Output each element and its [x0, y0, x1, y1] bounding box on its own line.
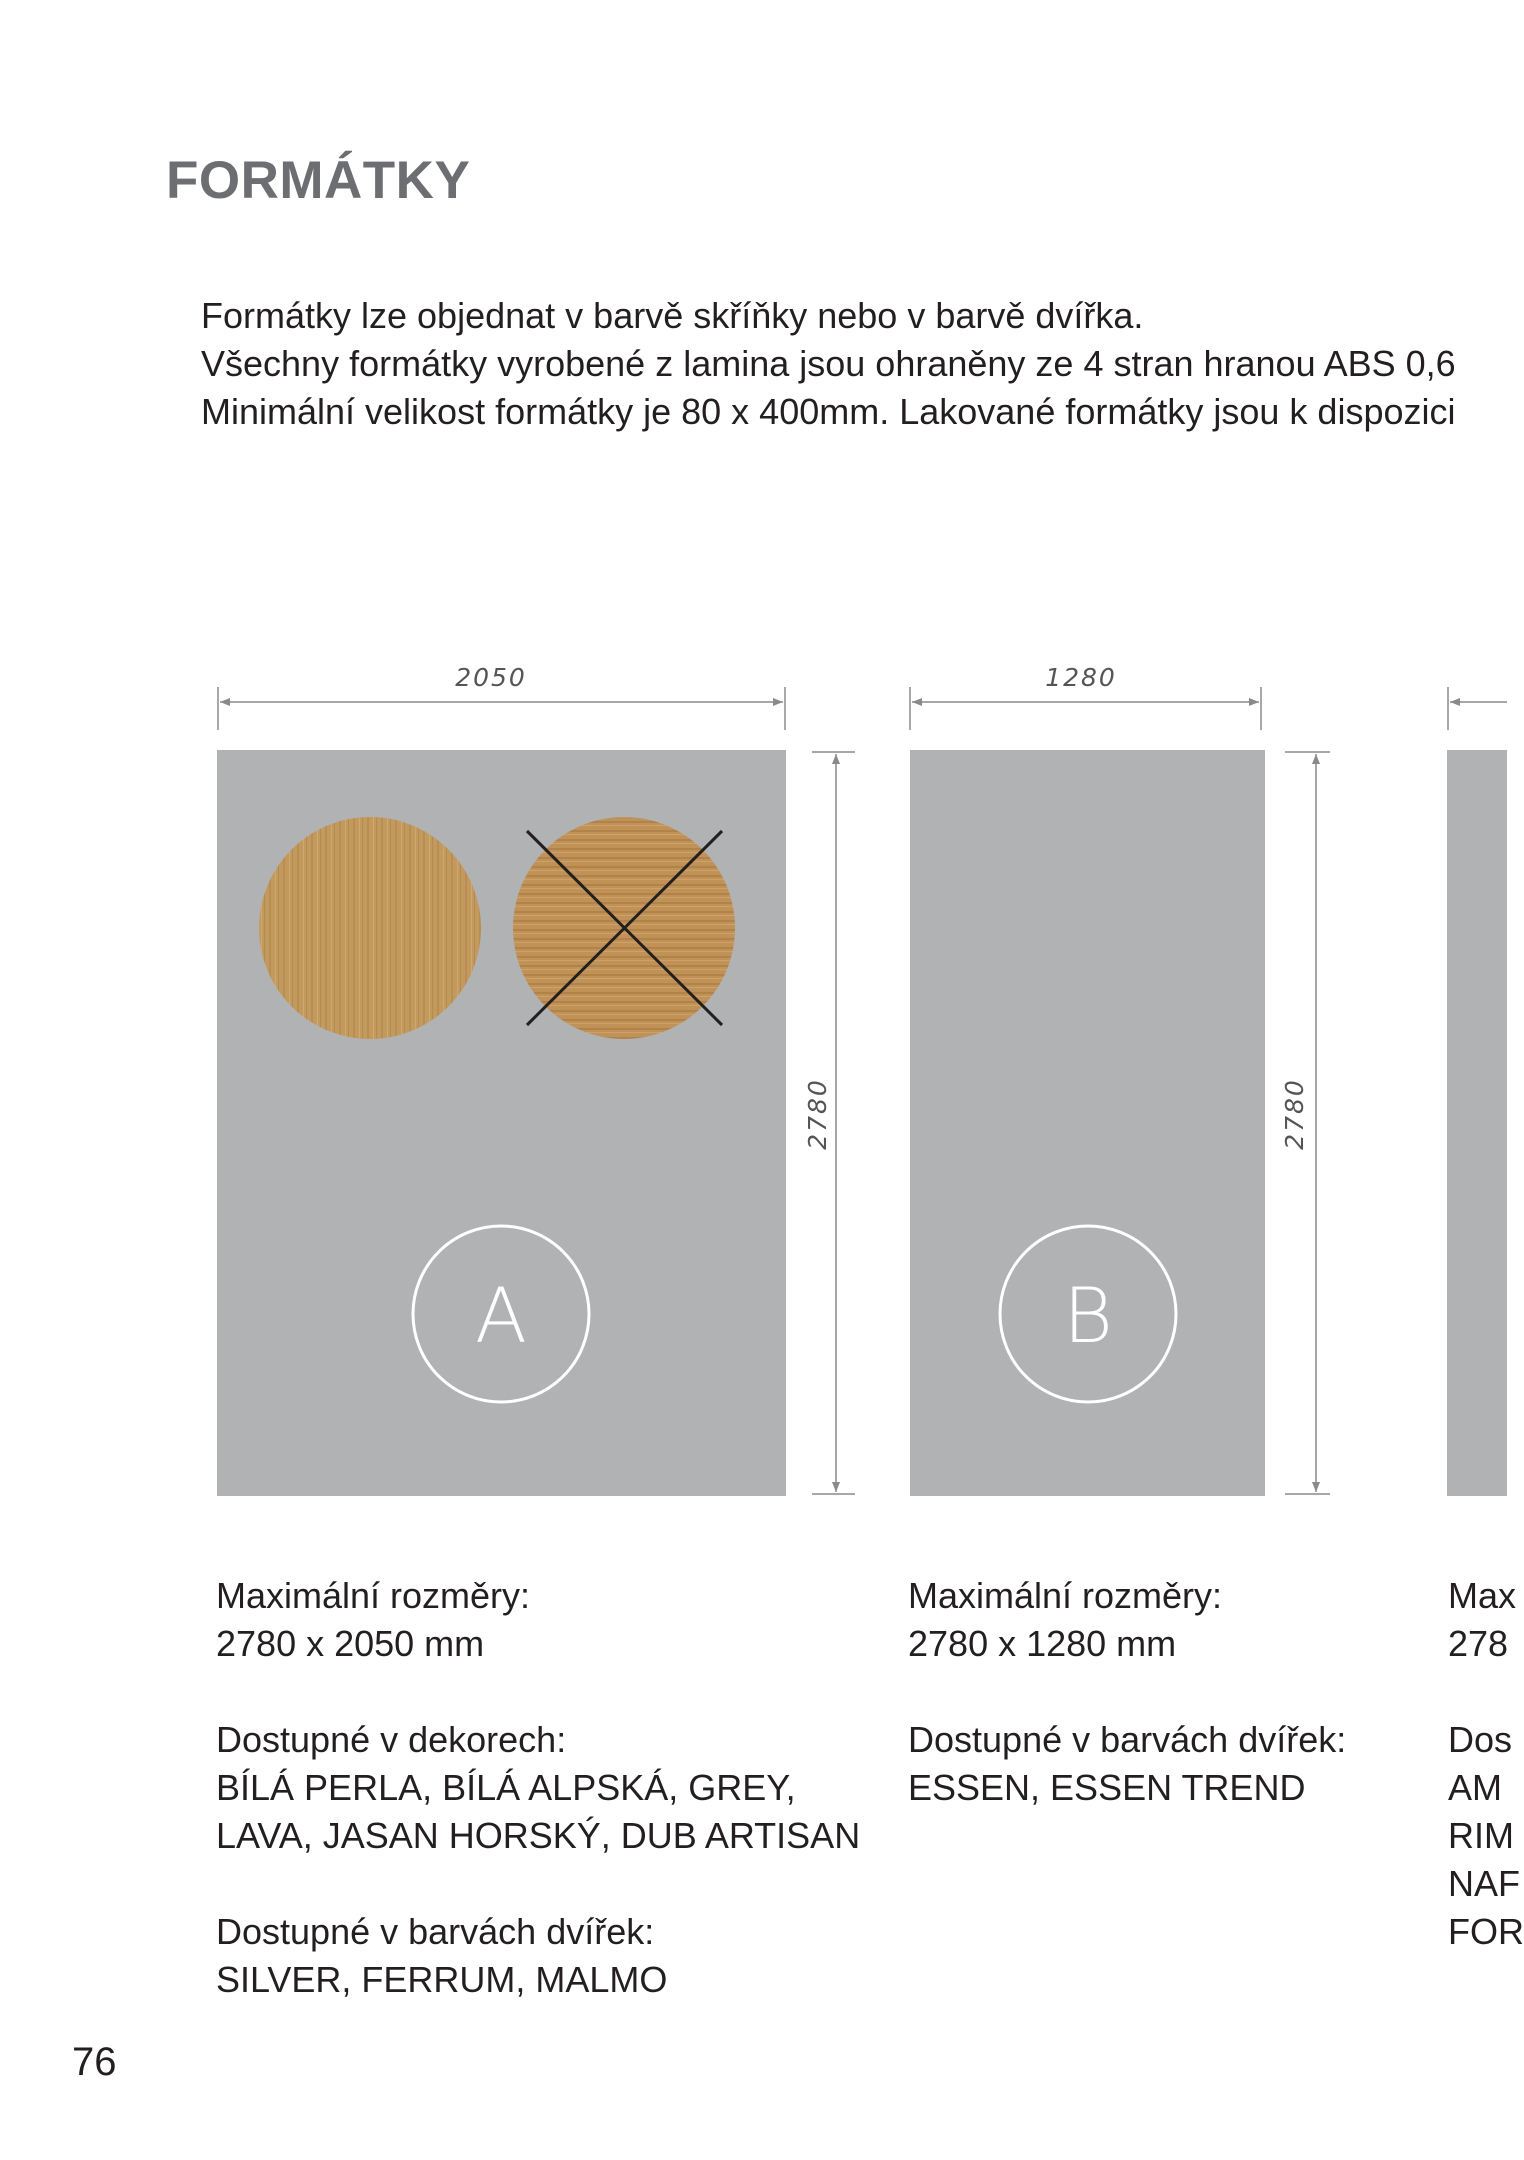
width-dimension-a	[218, 687, 785, 730]
intro-line-2: Všechny formátky vyrobené z lamina jsou ohraněny ze 4 stran hranou ABS 0,6	[201, 343, 1456, 384]
decors-value-a-1: BÍLÁ PERLA, BÍLÁ ALPSKÁ, GREY,	[216, 1767, 796, 1808]
panel-b-board	[910, 750, 1265, 1496]
panel-c-line-4: Dos	[1448, 1719, 1513, 1760]
width-dimension-b	[910, 687, 1261, 730]
decors-value-a-2: LAVA, JASAN HORSKÝ, DUB ARTISAN	[216, 1815, 861, 1856]
door-colors-label-a: Dostupné v barvách dvířek:	[216, 1911, 655, 1952]
panel-c-line-8: FOR	[1448, 1911, 1524, 1952]
panel-letter-a: A	[475, 1271, 527, 1360]
max-dimensions-value-b: 2780 x 1280 mm	[908, 1623, 1177, 1664]
intro-line-1: Formátky lze objednat v barvě skříňky nebo v barvě dvířka.	[201, 295, 1144, 336]
width-label-a: 2050	[455, 663, 527, 692]
panel-c-details	[1448, 1572, 1524, 1956]
panel-c-line-5: AM	[1448, 1767, 1502, 1808]
page-number: 76	[72, 2040, 117, 2084]
decors-label-a: Dostupné v dekorech:	[216, 1719, 567, 1760]
panel-a-details	[216, 1572, 860, 2004]
max-dimensions-label-b: Maximální rozměry:	[908, 1575, 1223, 1616]
panel-letter-b: B	[1063, 1271, 1113, 1360]
panel-a	[217, 663, 855, 1496]
door-colors-value-b: ESSEN, ESSEN TREND	[908, 1767, 1306, 1808]
max-dimensions-label-a: Maximální rozměry:	[216, 1575, 531, 1616]
door-colors-label-b: Dostupné v barvách dvířek:	[908, 1719, 1347, 1760]
panel-b-details	[908, 1572, 1346, 1812]
max-dimensions-value-a: 2780 x 2050 mm	[216, 1623, 485, 1664]
panel-b	[910, 663, 1330, 1496]
door-colors-value-a: SILVER, FERRUM, MALMO	[216, 1959, 668, 2000]
height-label-b: 2780	[1280, 1078, 1309, 1150]
panel-c-partial	[1447, 687, 1507, 1496]
width-label-b: 1280	[1045, 663, 1117, 692]
panel-c-line-2: 278	[1448, 1623, 1509, 1664]
width-dimension-c	[1448, 687, 1507, 730]
panel-c-line-1: Max	[1448, 1575, 1517, 1616]
page-title: FORMÁTKY	[166, 151, 471, 210]
panel-c-line-7: NAF	[1448, 1863, 1520, 1904]
wood-sample-vertical-grain	[259, 817, 481, 1039]
panel-c-line-6: RIM	[1448, 1815, 1514, 1856]
panel-c-board	[1447, 750, 1507, 1496]
height-label-a: 2780	[803, 1078, 832, 1150]
intro-line-3: Minimální velikost formátky je 80 x 400mm. Lakované formátky jsou k dispozici	[201, 391, 1456, 432]
